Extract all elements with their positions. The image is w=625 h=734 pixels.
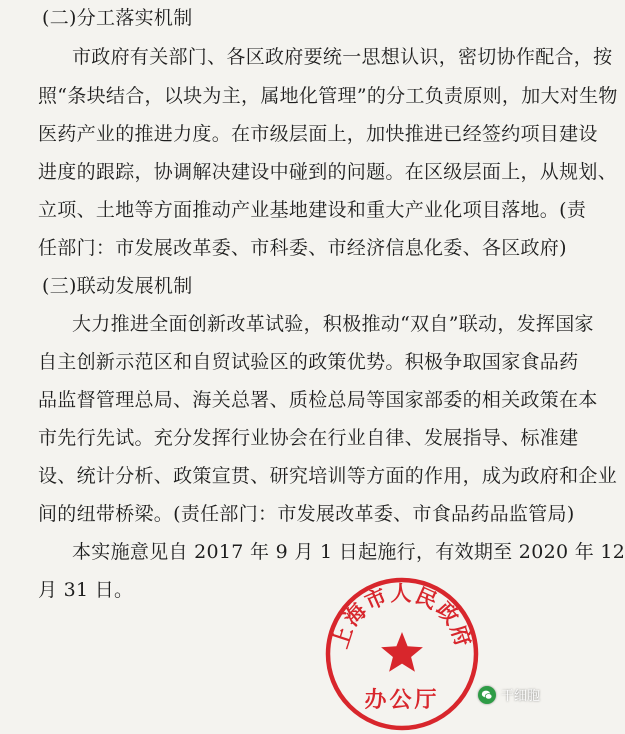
paragraph-line: 市政府有关部门、各区政府要统一思想认识，密切协作配合，按 — [72, 46, 613, 68]
seal-star-icon — [381, 632, 423, 672]
paragraph-line: 照“条块结合，以块为主，属地化管理”的分工负责原则，加大对生物 — [38, 85, 618, 107]
wechat-icon — [478, 686, 496, 704]
paragraph-line: 进度的跟踪，协调解决建设中碰到的问题。在区级层面上，从规划、 — [38, 161, 618, 183]
paragraph-line: 任部门：市发展改革委、市科委、市经济信息化委、各区政府) — [38, 237, 567, 259]
section-heading: (三)联动发展机制 — [42, 275, 193, 297]
seal-arc-text: 上海市人民政府 — [327, 580, 477, 652]
paragraph-line: 本实施意见自 2017 年 9 月 1 日起施行，有效期至 2020 年 12 — [72, 541, 625, 563]
watermark — [478, 685, 540, 704]
paragraph-line: 品监督管理总局、海关总署、质检总局等国家部委的相关政策在本 — [38, 389, 598, 411]
paragraph-line: 自主创新示范区和自贸试验区的政策优势。积极争取国家食品药 — [38, 351, 579, 373]
official-seal — [322, 574, 482, 734]
paragraph-line: 间的纽带桥梁。(责任部门：市发展改革委、市食品药品监管局) — [38, 503, 575, 525]
watermark-text: 干细胞 — [500, 689, 540, 704]
paragraph-line: 月 31 日。 — [38, 579, 134, 601]
paragraph-line: 设、统计分析、政策宣贯、研究培训等方面的作用，成为政府和企业 — [38, 465, 618, 487]
paragraph-line: 市先行先试。充分发挥行业协会在行业自律、发展指导、标准建 — [38, 427, 579, 449]
section-heading: (二)分工落实机制 — [42, 7, 193, 29]
seal-bottom-text: 办公厅 — [364, 687, 440, 713]
paragraph-line: 大力推进全面创新改革试验，积极推动“双自”联动，发挥国家 — [72, 313, 594, 335]
paragraph-line: 医药产业的推进力度。在市级层面上，加快推进已经签约项目建设 — [38, 123, 598, 145]
paragraph-line: 立项、土地等方面推动产业基地建设和重大产业化项目落地。(责 — [38, 199, 587, 221]
